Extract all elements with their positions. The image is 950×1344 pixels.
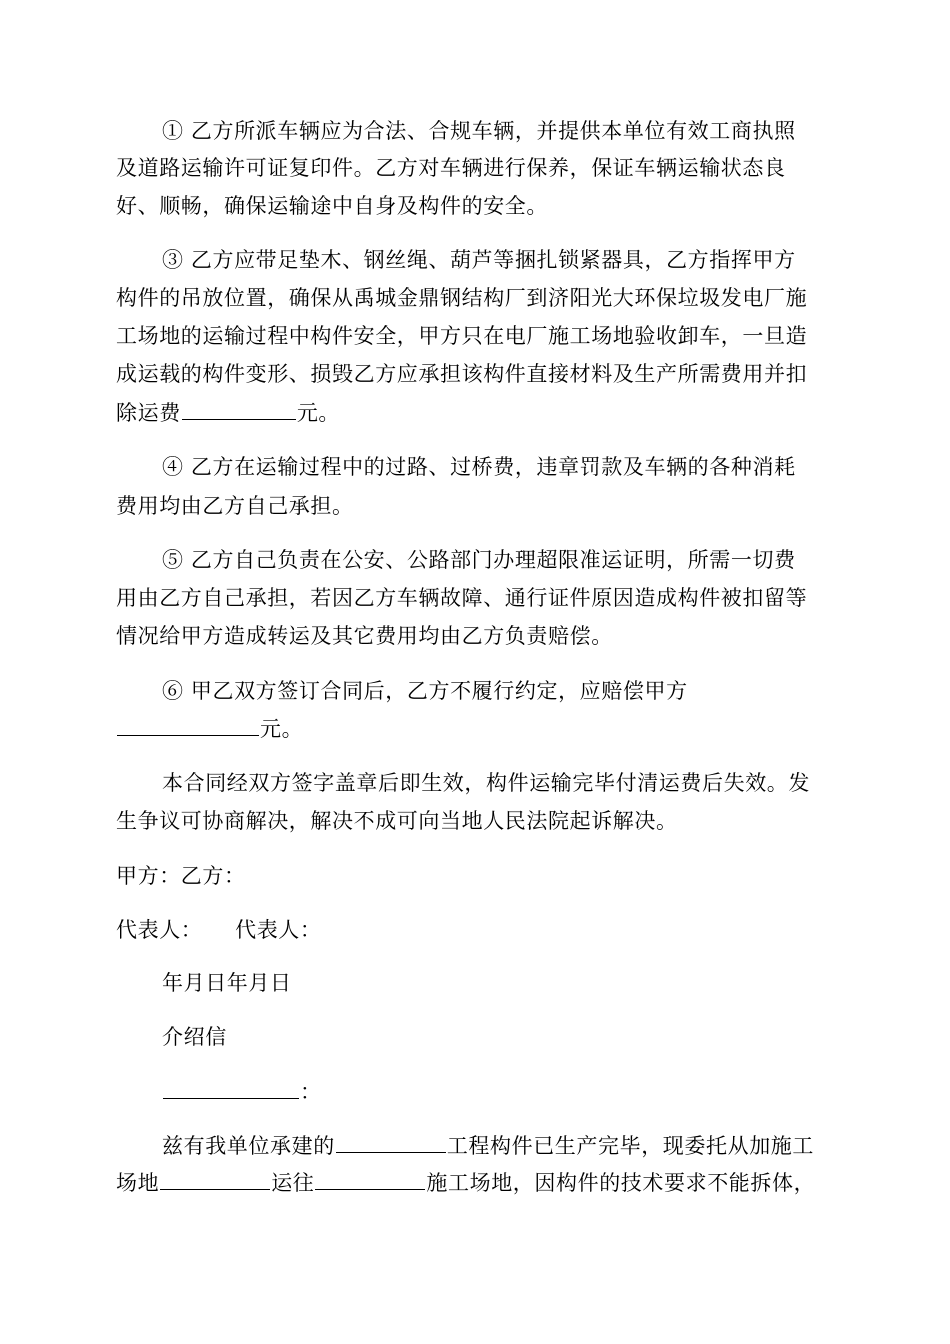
- clause-1-line-3: 好、顺畅，确保运输途中自身及构件的安全。: [116, 194, 548, 218]
- destination-blank: [315, 1168, 425, 1190]
- representatives-line: 代表人： 代表人：: [116, 918, 322, 942]
- effect-line-1: 本合同经双方签字盖章后即生效，构件运输完毕付清运费后失效。发: [162, 771, 810, 795]
- clause-3-suffix: 元。: [296, 401, 341, 425]
- clause-3-line-4: 成运载的构件变形、损毁乙方应承担该构件直接材料及生产所需费用并扣: [116, 362, 808, 386]
- effect-line-2: 生争议可协商解决，解决不成可向当地人民法院起诉解决。: [116, 809, 678, 833]
- letter-text-b: 工程构件已生产完毕，现委托从加施工: [446, 1134, 815, 1158]
- clause-6-line-1: ⑥ 甲乙双方签订合同后，乙方不履行约定，应赔偿甲方: [162, 679, 688, 703]
- clause-3-prefix: 除运费: [116, 401, 181, 425]
- letter-title: 介绍信: [162, 1025, 227, 1049]
- clause-5-line-2: 用由乙方自己承担，若因乙方车辆故障、通行证件原因造成构件被扣留等: [116, 586, 808, 610]
- letter-text-d: 运往: [271, 1171, 315, 1195]
- compensation-blank: [117, 714, 259, 736]
- clause-6-line-2: [116, 714, 303, 744]
- clause-5-line-3: 情况给甲方造成转运及其它费用均由乙方负责赔偿。: [116, 624, 613, 648]
- letter-text-a: 兹有我单位承建的: [162, 1134, 335, 1158]
- clause-4-line-2: 费用均由乙方自己承担。: [116, 494, 354, 518]
- letter-text-c: 场地: [116, 1171, 160, 1195]
- salutation-colon: ：: [300, 1080, 322, 1104]
- clause-4-line-1: ④ 乙方在运输过程中的过路、过桥费，违章罚款及车辆的各种消耗: [162, 455, 796, 479]
- clause-3-line-3: 工场地的运输过程中构件安全，甲方只在电厂施工场地验收卸车，一旦造: [116, 324, 808, 348]
- dates-line: 年月日年月日: [162, 971, 292, 995]
- clause-3-line-5: [116, 398, 340, 428]
- fee-deduction-blank: [182, 398, 296, 420]
- clause-3-line-1: ③ 乙方应带足垫木、钢丝绳、葫芦等捆扎锁紧器具，乙方指挥甲方: [162, 248, 796, 272]
- letter-line-1: [162, 1131, 814, 1161]
- project-blank: [336, 1131, 446, 1153]
- letter-text-e: 施工场地，因构件的技术要求不能拆体，: [426, 1171, 816, 1195]
- clause-6-suffix: 元。: [260, 717, 304, 741]
- clause-5-line-1: ⑤ 乙方自己负责在公安、公路部门办理超限准运证明，所需一切费: [162, 548, 796, 572]
- clause-1-line-2: 及道路运输许可证复印件。乙方对车辆进行保养，保证车辆运输状态良: [116, 156, 786, 180]
- clause-1-line-1: ① 乙方所派车辆应为合法、合规车辆，并提供本单位有效工商执照: [162, 119, 796, 143]
- letter-line-2: [116, 1168, 815, 1198]
- letter-salutation: [162, 1077, 322, 1107]
- clause-3-line-2: 构件的吊放位置，确保从禹城金鼎钢结构厂到济阳光大环保垃圾发电厂施: [116, 286, 808, 310]
- parties-line: 甲方：乙方：: [116, 864, 246, 888]
- origin-blank: [160, 1168, 270, 1190]
- recipient-blank: [163, 1077, 299, 1099]
